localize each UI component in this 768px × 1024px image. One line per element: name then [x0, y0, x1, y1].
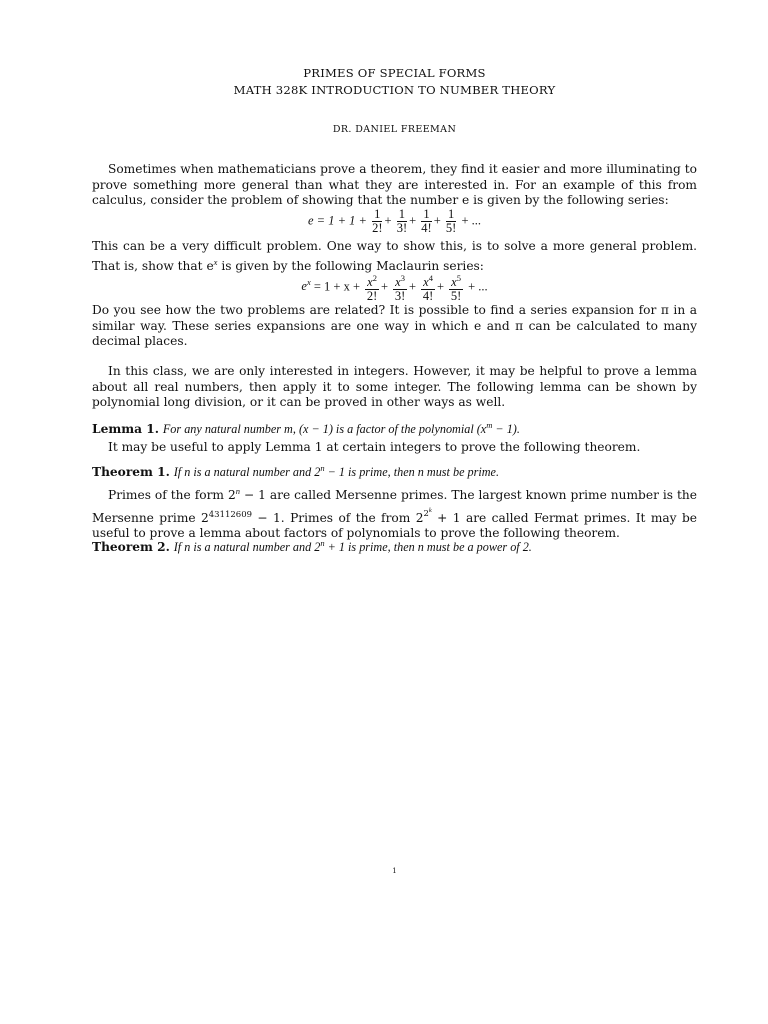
eq1-frac-1: $\frac{1}{2!}$ [372, 207, 383, 235]
eq1-frac-2: $\frac{1}{3!}$ [396, 207, 408, 235]
theorem-1-text-a: If n is a natural number and 2 [173, 465, 321, 480]
lemma-1: Lemma 1. For any natural number m, (x − 1) is a factor of the polynomial $(x^m - 1)$. [92, 420, 520, 437]
eq2-lhs: = 1 + x + [310, 279, 360, 294]
eq2-frac-4: $\frac{x^5}{5!}$ [450, 273, 462, 304]
theorem-2-text-a: If n is a natural number and 2 [173, 540, 321, 555]
author: DR. DANIEL FREEMAN [332, 124, 457, 135]
title-line-2: MATH 328K INTRODUCTION TO NUMBER THEORY [233, 83, 556, 97]
theorem-2-text-b: + 1 is prime, then n must be a power of 2. [324, 540, 532, 555]
eq2-tail: + ... [468, 279, 488, 294]
paragraph-2-text-b: is given by the following Maclaurin series: [217, 258, 484, 273]
paragraph-4 [92, 364, 697, 411]
paragraph-3-text: Do you see how the two problems are related? It is possible to find a series expansion for π in a similar way. These series expansions are one way in which e and π can be calculated to many decimal places. [92, 303, 697, 348]
theorem-2-label: Theorem 2. [92, 540, 170, 555]
paragraph-2-text-a: This can be a very difficult problem. One way to show this, is to solve a more general problem. That is, show that e [92, 239, 697, 273]
title-line-1: PRIMES OF SPECIAL FORMS [303, 66, 486, 80]
equation-e-series: e = 1 + 1 + $\frac{1}{2!}$ + $\frac{1}{3!}$ + $\frac{1}{4!}$ + $\frac{1}{5!}$ + ... [307, 207, 482, 235]
document-page [92, 0, 697, 1024]
theorem-1-text-b: − 1 is prime, then n must be prime. [324, 465, 500, 480]
eq1-lhs: e = 1 + 1 + [307, 213, 367, 228]
eq2-frac-3: $\frac{x^4}{4!}$ [422, 273, 434, 304]
eq1-frac-3: $\frac{1}{4!}$ [421, 207, 432, 235]
paragraph-4-text: In this class, we are only interested in integers. However, it may be helpful to prove a lemma about all real numbers, then apply it to some integer. The following lemma can be shown by polynomial long division, or it can be proved in other ways as well. [92, 364, 697, 409]
paragraph-5-text: It may be useful to apply Lemma 1 at certain integers to prove the following theorem. [108, 440, 641, 454]
paragraph-1 [92, 162, 697, 209]
page-number: 1 [392, 867, 397, 875]
theorem-1-label: Theorem 1. [92, 465, 170, 480]
paragraph-2: This can be a very difficult problem. One way to show this, is to solve a more general problem. That is, show that $e^x$ is given by the following Maclaurin series: [92, 239, 697, 273]
theorem-2: Theorem 2. If n is a natural number and $2^n + 1$ is prime, then n must be a power of 2. [92, 538, 532, 555]
theorem-1: Theorem 1. If n is a natural number and $2^n - 1$ is prime, then n must be prime. [92, 463, 500, 480]
paragraph-1-text: Sometimes when mathematicians prove a theorem, they find it easier and more illuminating to prove something more general than what they are interested in. For an example of this from calculus, consider the problem of showing that the number e is given by the following series: [92, 162, 697, 207]
eq1-frac-4: $\frac{1}{5!}$ [445, 207, 457, 235]
lemma-1-text-a: For any natural number m, (x − 1) is a factor of the polynomial (x [162, 422, 487, 437]
equation-maclaurin-series: $e^x = 1 + x$ + $\frac{x^2}{2!}$ + $\frac{x^3}{3!}$ + $\frac{x^4}{4!}$ + $\frac{x^5}{5!}$ + ... [301, 273, 488, 304]
lemma-1-label: Lemma 1. [92, 422, 159, 437]
lemma-1-text-b: − 1). [492, 422, 520, 437]
eq2-frac-1: $\frac{x^2}{2!}$ [366, 273, 378, 304]
paragraph-6: Primes of the form $2^n - 1$ are called Mersenne primes. The largest known prime number is the Mersenne prime $2^{43112609} - 1$. Primes of the from $2^{2^k} + 1$ are called Fermat primes. It may be useful to prove a lemma about factors of polynomials to prove the following theorem. [92, 486, 697, 540]
paragraph-3 [92, 303, 697, 350]
eq1-tail: + ... [461, 213, 482, 228]
eq2-frac-2: $\frac{x^3}{3!}$ [394, 273, 406, 304]
paragraph-5 [92, 440, 697, 456]
